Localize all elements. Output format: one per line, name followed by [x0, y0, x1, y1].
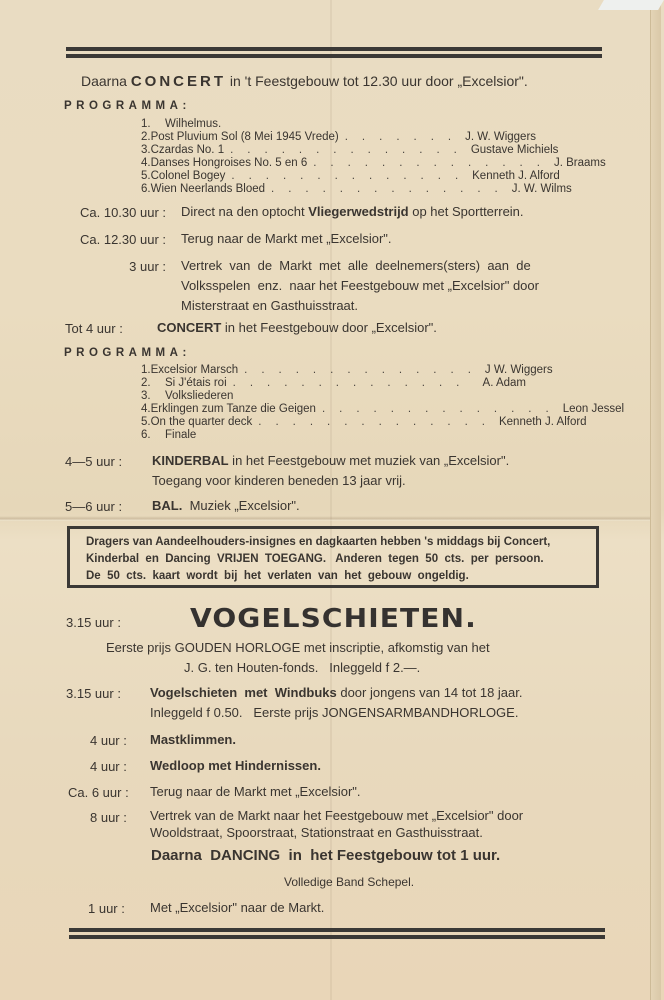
programma-item: 2. Si J'étais roi .............. A. Adam: [141, 377, 526, 389]
time-label: 4 uur :: [90, 733, 127, 748]
vogelschieten-title: VOGELSCHIETEN.: [190, 604, 477, 634]
time-label: 3.15 uur :: [66, 615, 121, 630]
programma-item: 1. Wilhelmus.: [141, 118, 222, 130]
schedule-entry: Vogelschieten met Windbuks door jongens van 14 tot 18 jaar. Inleggeld f 0.50. Eerste prijs JONGENSARMBANDHORLOGE.: [150, 685, 523, 720]
schedule-entry: Met „Excelsior" naar de Markt.: [150, 900, 325, 915]
notice-line: Kinderbal en Dancing VRIJEN TOEGANG. Anderen tegen 50 cts. per persoon.: [86, 553, 544, 565]
programma-list-1: [141, 118, 606, 196]
programma-item: 3. Volksliederen: [141, 390, 234, 402]
schedule-entry: BAL. Muziek „Excelsior".: [152, 498, 300, 513]
bottom-double-rule: [69, 928, 605, 939]
notice-line: De 50 cts. kaart wordt bij het verlaten van het gebouw ongeldig.: [86, 570, 469, 582]
programma-item: 2. Post Pluvium Sol (8 Mei 1945 Vrede) ....... J. W. Wiggers: [141, 131, 537, 143]
programma-item: 3. Czardas No. 1 .............. Gustave Michiels: [141, 144, 559, 156]
programma-item: 4. Erklingen zum Tanze die Geigen .............. Leon Jessel: [141, 403, 625, 415]
programma-item: 6. Finale: [141, 429, 197, 441]
time-label: Ca. 12.30 uur :: [80, 232, 166, 247]
time-label: 5—6 uur :: [65, 499, 123, 514]
concert-intro: Daarna CONCERT in 't Feestgebouw tot 12.30 uur door „Excelsior".: [81, 73, 528, 90]
time-label: 8 uur :: [90, 810, 127, 825]
time-label: Tot 4 uur :: [65, 321, 123, 336]
schedule-entry: KINDERBAL in het Feestgebouw met muziek van „Excelsior". Toegang voor kinderen beneden 13 jaar vrij.: [152, 453, 510, 488]
programma-item: 6. Wien Neerlands Bloed .............. J. W. Wilms: [141, 183, 572, 195]
programma-heading-1: PROGRAMMA:: [64, 100, 191, 112]
paper-fold-horizontal: [0, 516, 661, 521]
vogelschieten-fee: J. G. ten Houten-fonds. Inleggeld f 2.—.: [184, 660, 421, 675]
schedule-entry: CONCERT in het Feestgebouw door „Excelsior".: [157, 320, 437, 335]
paper-edge: [650, 0, 661, 1000]
schedule-entry: Wedloop met Hindernissen.: [150, 758, 321, 773]
time-label: 4 uur :: [90, 759, 127, 774]
programma-item: 4. Danses Hongroises No. 5 en 6 .............. J. Braams: [141, 157, 606, 169]
programma-item: 5. Colonel Bogey .............. Kenneth J. Alford: [141, 170, 560, 182]
programma-item: 1. Excelsior Marsch .............. J W. Wiggers: [141, 364, 553, 376]
notice-box: [67, 526, 599, 588]
dancing-band: Volledige Band Schepel.: [284, 875, 415, 889]
time-label: 3 uur :: [129, 259, 166, 274]
dancing-headline: Daarna DANCING in het Feestgebouw tot 1 uur.: [151, 847, 501, 864]
schedule-entry: Terug naar de Markt met „Excelsior".: [181, 231, 392, 246]
time-label: 1 uur :: [88, 901, 125, 916]
vogelschieten-prize: Eerste prijs GOUDEN HORLOGE met inscriptie, afkomstig van het: [106, 640, 490, 655]
time-label: 3.15 uur :: [66, 686, 121, 701]
schedule-entry: Vertrek van de Markt naar het Feestgebouw met „Excelsior" door Wooldstraat, Spoorstraat, Stationstraat en Gasthuisstraat.: [150, 808, 524, 840]
time-label: Ca. 6 uur :: [68, 785, 129, 800]
schedule-entry: Direct na den optocht Vliegerwedstrijd op het Sportterrein.: [181, 204, 524, 219]
top-double-rule: [66, 47, 602, 58]
programma-list-2: [141, 364, 625, 442]
schedule-entry: Vertrek van de Markt met alle deelnemers(sters) aan de Volksspelen enz. naar het Feestgebouw met „Excelsior" door Misterstraat en Gasthuisstraat.: [181, 258, 539, 313]
time-label: Ca. 10.30 uur :: [80, 205, 166, 220]
paper-corner: [598, 0, 664, 10]
programma-heading-2: PROGRAMMA:: [64, 347, 191, 359]
notice-line: Dragers van Aandeelhouders-insignes en dagkaarten hebben 's middags bij Concert,: [86, 536, 551, 548]
schedule-entry: Terug naar de Markt met „Excelsior".: [150, 784, 361, 799]
schedule-entry: Mastklimmen.: [150, 732, 236, 747]
programma-item: 5. On the quarter deck .............. Kenneth J. Alford: [141, 416, 587, 428]
time-label: 4—5 uur :: [65, 454, 123, 469]
